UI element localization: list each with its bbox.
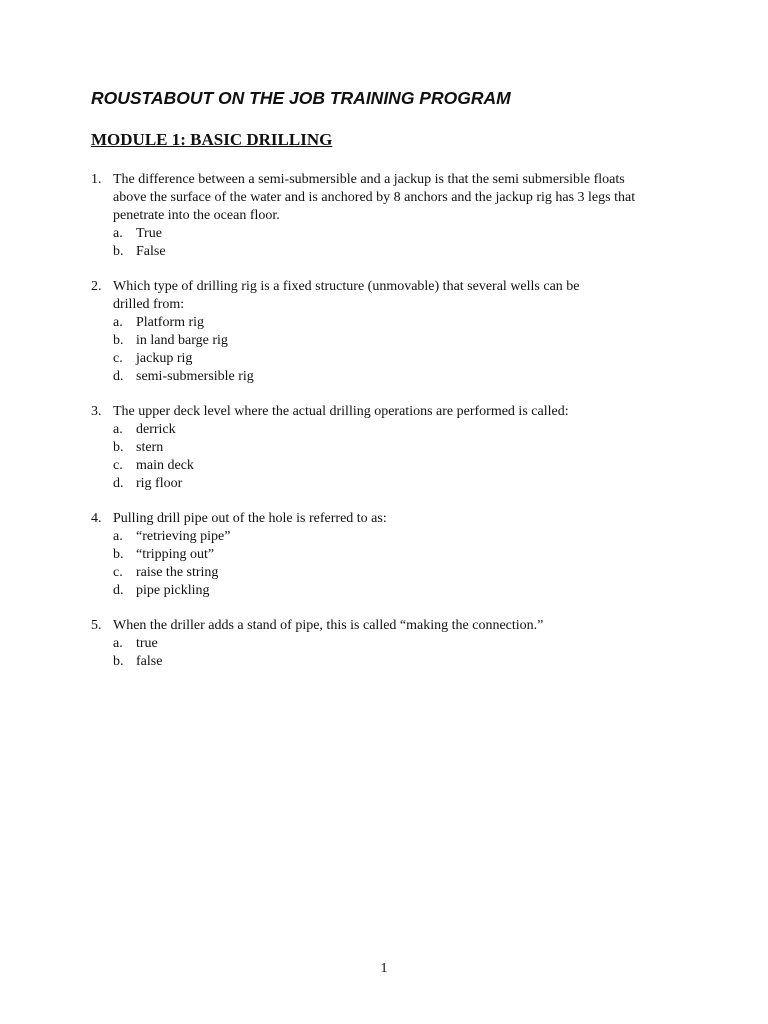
option-text: semi-submersible rig: [136, 369, 254, 384]
question-number: 1.: [91, 172, 102, 187]
answer-option: [113, 475, 691, 493]
option-text: False: [136, 244, 166, 259]
question-3: [91, 403, 691, 493]
question-text-line: penetrate into the ocean floor.: [113, 208, 280, 223]
answer-option: [113, 332, 691, 350]
question-list: [91, 171, 691, 688]
answer-option: [113, 225, 691, 243]
question-number: 3.: [91, 404, 102, 419]
option-text: “tripping out”: [136, 547, 215, 562]
option-letter: c.: [113, 565, 123, 580]
question-text-line: Pulling drill pipe out of the hole is referred to as:: [113, 511, 387, 526]
answer-option: [113, 368, 691, 386]
option-text: pipe pickling: [136, 583, 210, 598]
question-text-line: above the surface of the water and is anchored by 8 anchors and the jackup rig has 3 legs that: [113, 190, 636, 205]
option-text: true: [136, 636, 158, 651]
option-letter: b.: [113, 654, 124, 669]
answer-option: [113, 439, 691, 457]
question-4: [91, 510, 691, 600]
answer-options: [113, 314, 691, 386]
option-letter: a.: [113, 636, 123, 651]
answer-options: [113, 421, 691, 493]
option-text: in land barge rig: [136, 333, 228, 348]
option-text: stern: [136, 440, 164, 455]
option-letter: a.: [113, 529, 123, 544]
question-number: 4.: [91, 511, 102, 526]
answer-option: [113, 653, 691, 671]
answer-option: [113, 314, 691, 332]
module-title: MODULE 1: BASIC DRILLING: [91, 130, 333, 149]
question-2: [91, 278, 691, 386]
option-letter: d.: [113, 476, 124, 491]
question-number: 5.: [91, 618, 102, 633]
option-text: raise the string: [136, 565, 219, 580]
option-text: jackup rig: [136, 351, 193, 366]
answer-option: [113, 457, 691, 475]
answer-option: [113, 635, 691, 653]
option-letter: a.: [113, 226, 123, 241]
option-letter: b.: [113, 547, 124, 562]
option-letter: c.: [113, 458, 123, 473]
option-text: True: [136, 226, 162, 241]
answer-option: [113, 243, 691, 261]
answer-options: [113, 225, 691, 261]
option-text: “retrieving pipe”: [136, 529, 231, 544]
question-text-line: The difference between a semi-submersible and a jackup is that the semi submersible floats: [113, 172, 625, 187]
question-text-line: When the driller adds a stand of pipe, this is called “making the connection.”: [113, 618, 544, 633]
option-text: derrick: [136, 422, 176, 437]
question-text-line: The upper deck level where the actual drilling operations are performed is called:: [113, 404, 569, 419]
option-letter: d.: [113, 583, 124, 598]
option-letter: b.: [113, 333, 124, 348]
question-text-line: drilled from:: [113, 297, 185, 312]
option-text: rig floor: [136, 476, 183, 491]
option-letter: b.: [113, 244, 124, 259]
answer-options: [113, 528, 691, 600]
option-text: false: [136, 654, 163, 669]
question-1: [91, 171, 691, 261]
option-letter: b.: [113, 440, 124, 455]
question-number: 2.: [91, 279, 102, 294]
option-text: main deck: [136, 458, 194, 473]
option-text: Platform rig: [136, 315, 205, 330]
page-number: 1: [380, 961, 388, 976]
answer-option: [113, 564, 691, 582]
answer-option: [113, 582, 691, 600]
answer-option: [113, 350, 691, 368]
question-5: [91, 617, 691, 671]
option-letter: a.: [113, 422, 123, 437]
answer-option: [113, 421, 691, 439]
document-title: ROUSTABOUT ON THE JOB TRAINING PROGRAM: [91, 88, 511, 108]
answer-option: [113, 528, 691, 546]
question-text-line: Which type of drilling rig is a fixed structure (unmovable) that several wells can be: [113, 279, 580, 294]
option-letter: d.: [113, 369, 124, 384]
answer-option: [113, 546, 691, 564]
option-letter: c.: [113, 351, 123, 366]
answer-options: [113, 635, 691, 671]
option-letter: a.: [113, 315, 123, 330]
